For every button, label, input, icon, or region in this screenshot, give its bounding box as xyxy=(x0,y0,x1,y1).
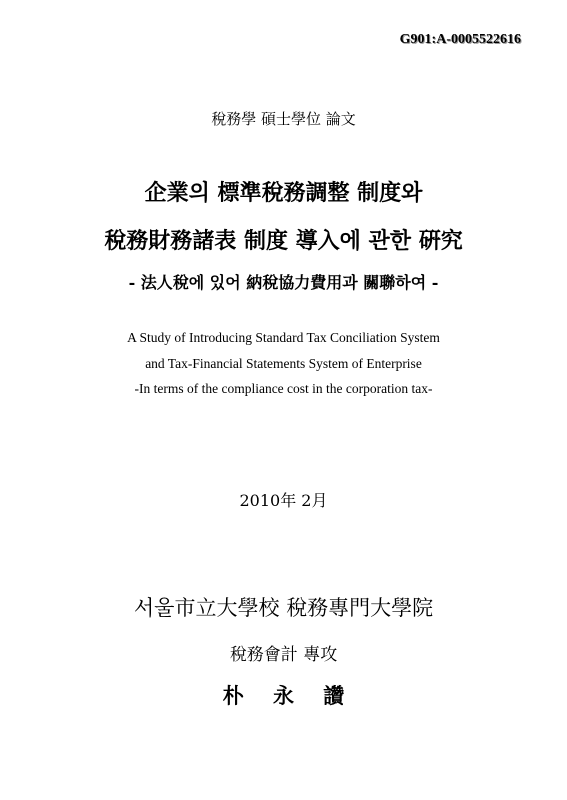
major: 稅務會計 專攻 xyxy=(229,645,338,665)
english-title-line-2: and Tax-Financial Statements System of Enterprise xyxy=(145,356,422,371)
degree-label: 稅務學 碩士學位 論文 xyxy=(211,110,356,128)
submission-date: 2010年 2月 xyxy=(239,491,328,510)
korean-title-line-2: 稅務財務諸表 制度 導入에 관한 硏究 xyxy=(104,228,463,254)
school-name: 서울市立大學校 稅務專門大學院 xyxy=(133,596,434,620)
english-title-line-1: A Study of Introducing Standard Tax Conciliation System xyxy=(127,330,440,345)
korean-title-line-1: 企業의 標準稅務調整 制度와 xyxy=(144,180,423,206)
korean-subtitle: - 法人稅에 있어 納稅協力費用과 關聯하여 - xyxy=(128,273,439,292)
document-id: G901:A-0005522616 xyxy=(399,32,521,47)
author-name: 朴 永 讚 xyxy=(222,683,345,708)
english-title-line-3: -In terms of the compliance cost in the corporation tax- xyxy=(134,381,433,396)
